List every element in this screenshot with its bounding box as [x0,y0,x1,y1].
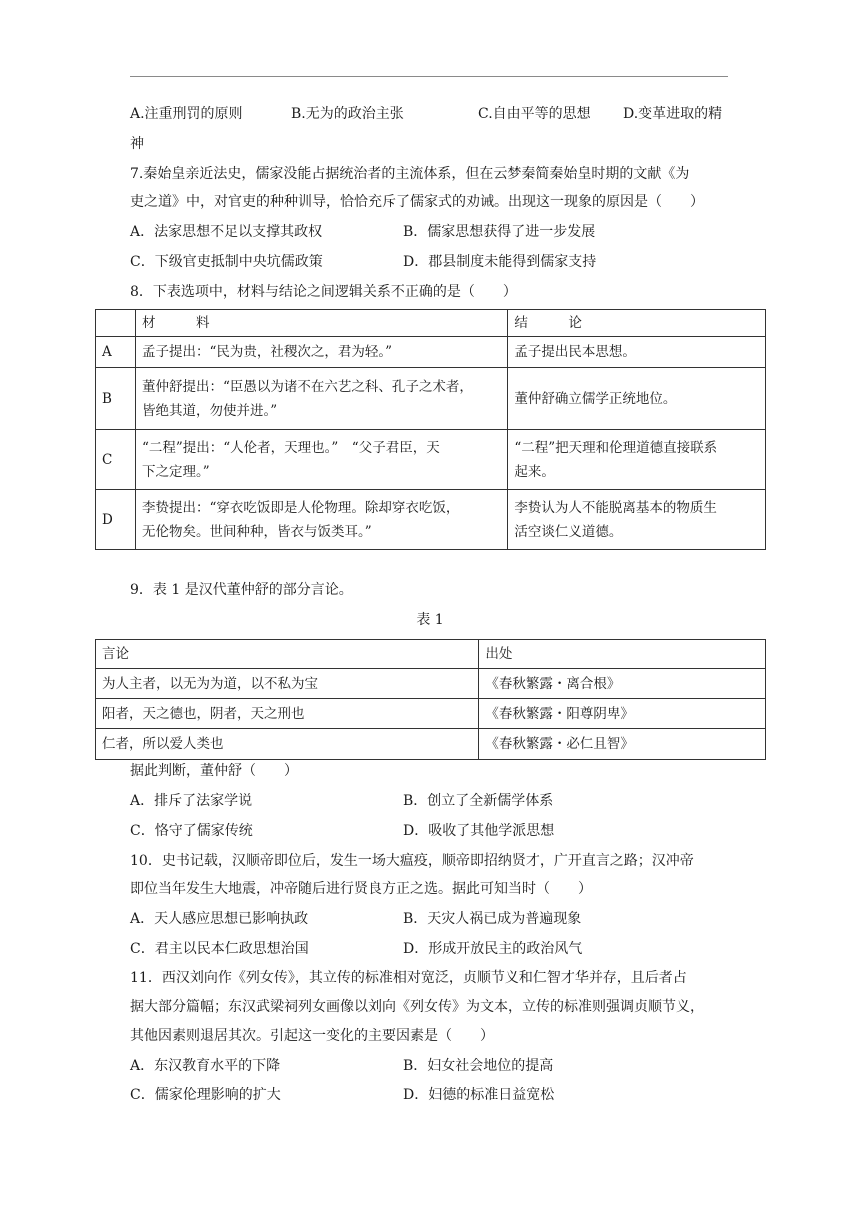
row-key: B [96,368,136,430]
q6-option-d-continued: 神 [130,136,144,152]
q8-stem: 8．下表选项中，材料与结论之间逻辑关系不正确的是（ ） [130,284,517,300]
q9-option-c: C．恪守了儒家传统 [130,823,253,839]
q6-option-d: D.变革进取的精 [623,106,723,122]
q7-option-c: C．下级官吏抵制中央坑儒政策 [130,254,323,270]
q10-option-b: B．天灾人祸已成为普遍现象 [403,911,582,927]
q6-option-c: C.自由平等的思想 [478,106,591,122]
q9-option-a: A．排斥了法家学说 [130,793,253,809]
source-cell: 《春秋繁露・离合根》 [479,669,766,699]
q6-option-a: A.注重刑罚的原则 [130,106,243,122]
row-conclusion [508,337,766,368]
q8-header-conclusion: 结 论 [508,310,766,337]
material-text: 下之定理。” [141,463,210,480]
row-conclusion [508,490,766,550]
q8-header-material: 材 料 [135,310,507,337]
material-text: 无伦物矣。世间种种，皆衣与饭类耳。” [141,523,372,540]
q11-option-c: C．儒家伦理影响的扩大 [130,1087,281,1103]
material-text: “二程”提出：“人伦者，天理也。” “父子君臣，天 [141,439,440,456]
conclusion-text: 孟子提出民本思想。 [514,344,636,360]
q9-header-speech: 言论 [96,640,479,669]
q11-stem-line-2: 据大部分篇幅；东汉武梁祠列女画像以刘向《列女传》为文本，立传的标准则强调贞顺节义， [130,999,704,1015]
q7-option-b: B．儒家思想获得了进一步发展 [403,224,596,240]
q11-option-b: B．妇女社会地位的提高 [403,1058,554,1074]
q9-stem: 9．表 1 是汉代董仲舒的部分言论。 [130,582,353,598]
q10-stem-line-1: 10．史书记载，汉顺帝即位后，发生一场大瘟疫，顺帝即招纳贤才，广开直言之路；汉冲帝 [130,853,694,869]
q7-stem-line-1: 7.秦始皇亲近法史，儒家没能占据统治者的主流体系，但在云梦秦简秦始皇时期的文献《为 [130,166,690,182]
q11-option-a: A．东汉教育水平的下降 [130,1058,281,1074]
q11-stem-line-1: 11．西汉刘向作《列女传》，其立传的标准相对宽泛，贞顺节义和仁智才华并存，且后者占 [130,970,687,986]
material-text: 李贽提出：“穿衣吃饭即是人伦物理。除却穿衣吃饭， [141,499,460,516]
material-text: 孟子提出：“民为贵，社稷次之，君为轻。” [141,344,393,360]
q9-judge: 据此判断，董仲舒（ ） [130,763,298,779]
speech-cell: 仁者，所以爱人类也 [96,729,479,760]
q7-option-d: D．郡县制度未能得到儒家支持 [403,254,597,270]
q8-table-header [96,310,766,337]
row-key: A [96,337,136,368]
row-key: C [96,430,136,490]
row-material [135,430,507,490]
q11-option-d: D．妇德的标准日益宽松 [403,1087,555,1103]
source-cell: 《春秋繁露・阳尊阴卑》 [479,699,766,729]
q9-option-b: B．创立了全新儒学体系 [403,793,554,809]
conclusion-text: 李贽认为人不能脱离基本的物质生 [514,499,717,516]
q10-stem-line-2: 即位当年发生大地震，冲帝随后进行贤良方正之选。据此可知当时（ ） [130,881,592,897]
q7-stem-line-2: 吏之道》中，对官吏的种种训导，恰恰充斥了儒家式的劝诫。出现这一现象的原因是（ ） [130,194,704,210]
table-row [96,337,766,368]
q9-table [95,639,766,760]
conclusion-text: 起来。 [514,463,555,480]
row-material [135,368,507,430]
speech-cell: 为人主者，以无为为道，以不私为宝 [96,669,479,699]
table-row [96,669,766,699]
table-row [96,430,766,490]
row-material [135,337,507,368]
header-rule [130,76,728,77]
q11-stem-line-3: 其他因素则退居其次。引起这一变化的主要因素是（ ） [130,1028,494,1044]
q9-table-header [96,640,766,669]
conclusion-text: 董仲舒确立儒学正统地位。 [514,390,677,407]
q10-option-d: D．形成开放民主的政治风气 [403,941,583,957]
q9-option-d: D．吸收了其他学派思想 [403,823,555,839]
q7-option-a: A．法家思想不足以支撑其政权 [130,224,323,240]
q9-header-source: 出处 [479,640,766,669]
row-material [135,490,507,550]
table-row [96,490,766,550]
conclusion-text: “二程”把天理和伦理道德直接联系 [514,439,718,456]
q8-header-key [96,310,136,337]
row-key: D [96,490,136,550]
row-conclusion [508,430,766,490]
material-text: 皆绝其道，勿使并进。” [141,402,278,419]
table-row [96,729,766,760]
q10-option-c: C．君主以民本仁政思想治国 [130,941,309,957]
table-row [96,699,766,729]
table-row [96,368,766,430]
material-text: 董仲舒提出：“臣愚以为诸不在六艺之科、孔子之术者， [141,378,473,395]
q6-option-b: B.无为的政治主张 [291,106,404,122]
table-caption: 表 1 [416,612,444,628]
row-conclusion [508,368,766,430]
conclusion-text: 活空谈仁义道德。 [514,523,623,540]
speech-cell: 阳者，天之德也，阴者，天之刑也 [96,699,479,729]
q10-option-a: A．天人感应思想已影响执政 [130,911,309,927]
source-cell: 《春秋繁露・必仁且智》 [479,729,766,760]
q8-table [95,309,766,550]
